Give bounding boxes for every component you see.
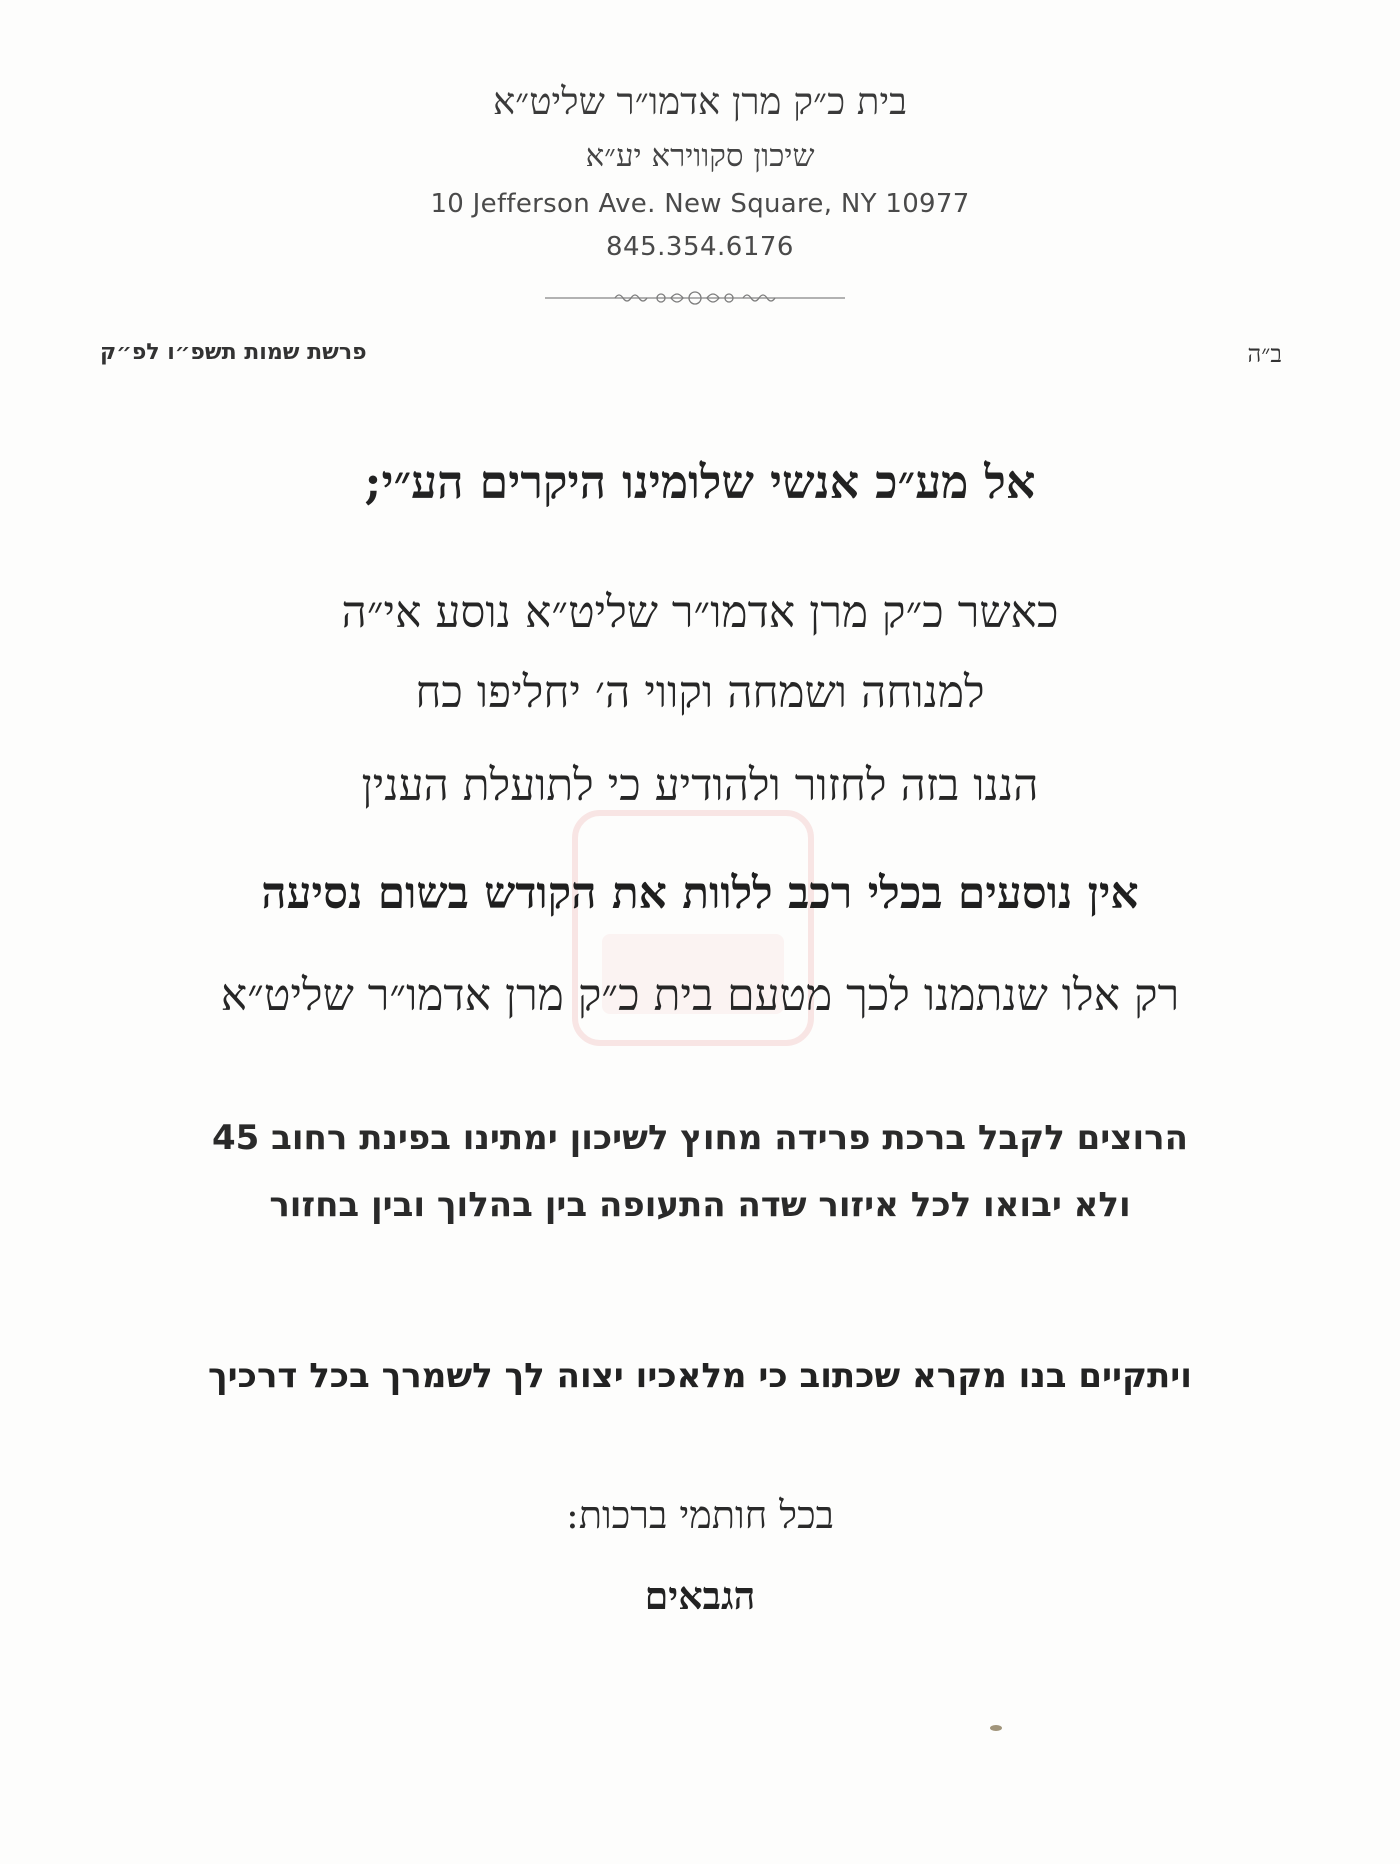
ornamental-divider [545, 288, 845, 308]
body-line-3: הננו בזה לחזור ולהודיע כי לתועלת הענין [361, 760, 1039, 811]
parsha-date: פרשת שמות תשפ״ו לפ״ק [100, 340, 367, 365]
body-line-1: כאשר כ״ק מרן אדמו״ר שליט״א נוסע אי״ה [341, 587, 1059, 638]
body-line-4-emphasis: אין נוסעים בכלי רכב ללוות את הקודש בשום נסיעה [261, 868, 1139, 919]
closing-line: בכל חותמי ברכות: [566, 1493, 834, 1537]
instruction-line-2: ולא יבואו לכל איזור שדה התעופה בין בהלוך ובין בחזור [269, 1185, 1131, 1225]
instruction-line-1: הרוצים לקבל ברכת פרידה מחוץ לשיכון ימתינו בפינת רחוב 45 [211, 1118, 1188, 1158]
salutation: אל מע״כ אנשי שלומינו היקרים הע״י; [364, 455, 1036, 509]
letterhead-subtitle: שיכון סקווירא יע״א [585, 138, 815, 174]
letterhead-address: 10 Jefferson Ave. New Square, NY 10977 [430, 189, 970, 219]
bh-header: ב״ה [1247, 340, 1282, 368]
signature: הגבאים [644, 1573, 756, 1618]
letterhead-title: בית כ״ק מרן אדמו״ר שליט״א [492, 80, 908, 123]
letterhead-phone: 845.354.6176 [606, 232, 794, 262]
body-line-2: למנוחה ושמחה וקווי ה׳ יחליפו כח [415, 667, 985, 718]
blessing-verse: ויתקיים בנו מקרא שכתוב כי מלאכיו יצוה לך לשמרך בכל דרכיך [208, 1356, 1192, 1396]
body-line-5: רק אלו שנתמנו לכך מטעם בית כ״ק מרן אדמו״ר שליט״א [220, 970, 1180, 1021]
paper-speck [990, 1725, 1002, 1731]
